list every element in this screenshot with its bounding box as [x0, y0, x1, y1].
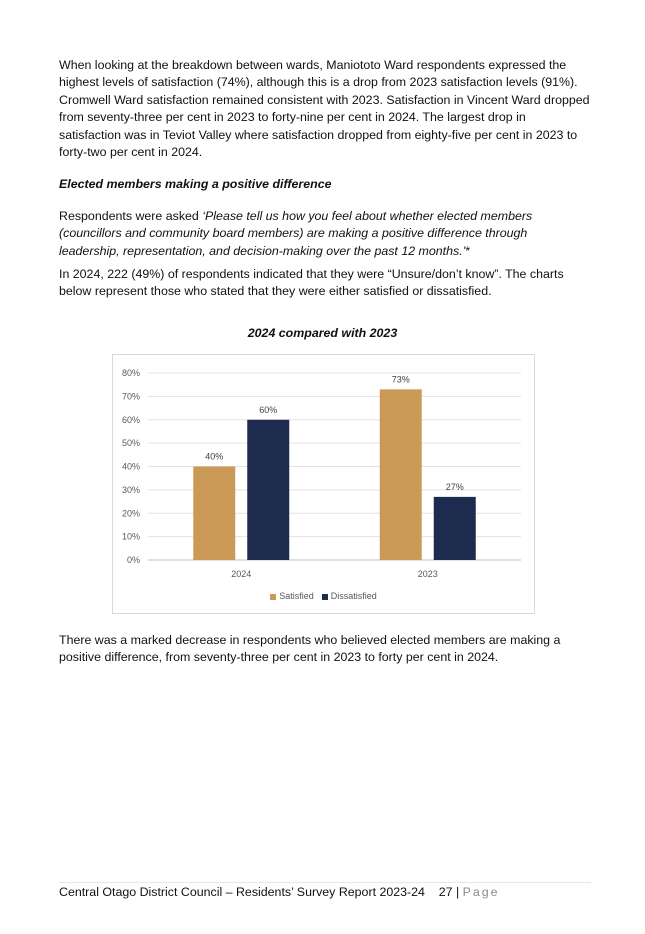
page-number: 27 — [438, 885, 453, 899]
bar-dissatisfied-2024 — [247, 420, 289, 560]
data-label: 27% — [445, 481, 464, 492]
y-tick-label: 80% — [121, 368, 140, 378]
chart-plot — [113, 355, 534, 613]
conclusion-paragraph: There was a marked decrease in respondents who believed elected members are making a positive difference, from seventy-three per cent in 2023 to forty per cent in 2024. — [59, 633, 561, 665]
chart-legend — [113, 591, 534, 601]
question-asterisk: * — [465, 243, 471, 258]
legend-item-dissatisfied — [322, 591, 377, 601]
y-tick-label: 70% — [121, 391, 140, 402]
legend-swatch — [270, 594, 276, 600]
page-footer — [59, 885, 500, 899]
data-label: 60% — [259, 404, 278, 415]
footer-title: Central Otago District Council – Residents’ Survey Report 2023-24 — [59, 885, 425, 899]
question-text: ‘Please tell us how you feel about whether elected members (councillors and community board members) are making a positive difference through leadership, representation, and decision-making over the past 12 months.’ — [59, 209, 533, 258]
bar-dissatisfied-2023 — [434, 497, 476, 560]
footer-separator: | — [455, 885, 460, 899]
y-tick-label: 20% — [121, 508, 140, 519]
legend-label: Satisfied — [279, 591, 314, 601]
section-heading: Elected members making a positive difference — [59, 177, 332, 191]
legend-item-satisfied — [270, 591, 314, 601]
bar-chart — [112, 354, 535, 614]
question-intro: Respondents were asked — [59, 209, 203, 223]
chart-title: 2024 compared with 2023 — [247, 326, 398, 340]
footer-divider — [59, 882, 591, 883]
page-word: Page — [462, 885, 500, 899]
question-paragraph — [59, 208, 591, 260]
y-tick-label: 30% — [121, 484, 140, 495]
legend-swatch — [322, 594, 328, 600]
x-tick-label: 2024 — [231, 569, 252, 579]
bar-satisfied-2024 — [193, 467, 235, 561]
legend-label: Dissatisfied — [330, 591, 377, 601]
y-tick-label: 0% — [126, 555, 140, 565]
x-tick-label: 2023 — [417, 569, 438, 579]
unsure-paragraph: In 2024, 222 (49%) of respondents indicated that they were “Unsure/don’t know”. The charts below represent those who stated that they were either satisfied or dissatisfied. — [59, 267, 564, 299]
intro-paragraph: When looking at the breakdown between wards, Maniototo Ward respondents expressed the highest levels of satisfaction (74%), although this is a drop from 2023 satisfaction levels (91%). Cromwell Ward satisfaction remained consistent with 2023. Satisfaction in Vincent Ward dropped from seventy-three per cent in 2023 to forty-nine per cent in 2024. The largest drop in satisfaction was in Teviot Valley where satisfaction dropped from eighty-five per cent in 2023 to forty-two per cent in 2024. — [59, 58, 590, 160]
data-label: 73% — [391, 374, 410, 385]
data-label: 40% — [205, 451, 224, 462]
y-tick-label: 40% — [121, 461, 140, 472]
bar-satisfied-2023 — [380, 389, 422, 560]
y-tick-label: 10% — [121, 531, 140, 542]
y-tick-label: 60% — [121, 414, 140, 425]
y-tick-label: 50% — [121, 438, 140, 449]
